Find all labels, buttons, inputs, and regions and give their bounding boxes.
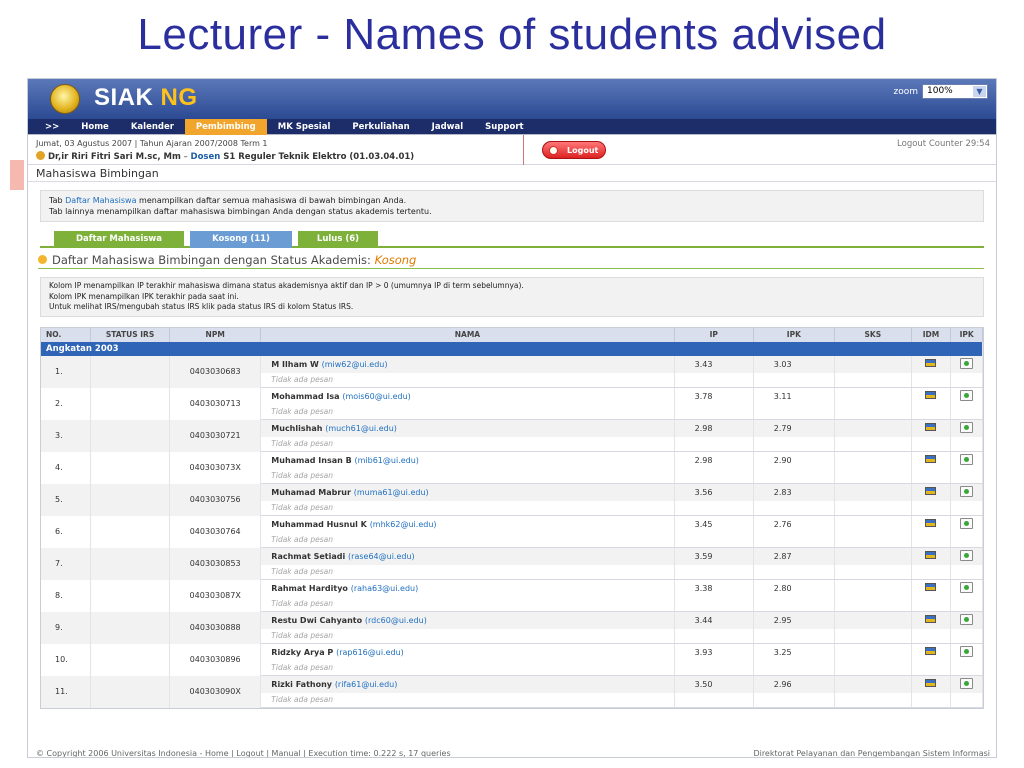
sks-cell: [834, 388, 911, 405]
status-irs-cell[interactable]: [91, 388, 170, 420]
idm-cell: [911, 452, 951, 469]
ipk-cell: 2.80: [753, 580, 834, 597]
idm-card-icon[interactable]: [925, 519, 936, 527]
ipk-cell: 3.11: [753, 388, 834, 405]
status-irs-cell[interactable]: [91, 484, 170, 516]
message-cell: Tidak ada pesan: [261, 373, 674, 388]
ipk-view-cell: [951, 612, 983, 629]
ip-cell: 3.45: [674, 516, 753, 533]
npm-cell: 0403030888: [170, 612, 261, 644]
ip-cell: 3.38: [674, 580, 753, 597]
student-name-cell: [261, 452, 674, 469]
message-cell: Tidak ada pesan: [261, 565, 674, 580]
sks-cell: [834, 484, 911, 501]
idm-card-icon[interactable]: [925, 647, 936, 655]
app-header: [28, 79, 996, 119]
status-irs-cell[interactable]: [91, 676, 170, 708]
student-name: Restu Dwi Cahyanto: [271, 615, 363, 625]
table-row: [41, 516, 983, 533]
student-name: Muhammad Husnul K: [271, 519, 367, 529]
idm-cell: [911, 548, 951, 565]
npm-cell: 040303090X: [170, 676, 261, 708]
student-email-link[interactable]: (rase64@ui.edu): [348, 551, 415, 561]
sks-cell: [834, 580, 911, 597]
message-cell: Tidak ada pesan: [261, 661, 674, 676]
npm-cell: 0403030683: [170, 356, 261, 388]
student-name-cell: [261, 612, 674, 629]
nav-item-home[interactable]: Home: [81, 121, 109, 132]
sks-cell: [834, 516, 911, 533]
ipk-cell: 2.96: [753, 676, 834, 693]
message-cell: Tidak ada pesan: [261, 693, 674, 708]
ipk-view-cell: [951, 484, 983, 501]
idm-card-icon[interactable]: [925, 359, 936, 367]
student-email-link[interactable]: (mois60@ui.edu): [342, 391, 411, 401]
logout-button[interactable]: Logout: [542, 141, 606, 159]
group-label: Angkatan 2003: [41, 342, 983, 356]
ip-cell: 3.56: [674, 484, 753, 501]
row-no: 8.: [41, 580, 91, 612]
nav-item-jadwal[interactable]: Jadwal: [431, 121, 464, 132]
student-name: Mohammad Isa: [271, 391, 340, 401]
ipk-view-icon[interactable]: [960, 454, 973, 465]
idm-cell: [911, 516, 951, 533]
tab-daftar-mahasiswa[interactable]: Daftar Mahasiswa: [54, 231, 184, 248]
col-idm: IDM: [911, 328, 951, 342]
student-name: Muhamad Mabrur: [271, 487, 351, 497]
footer-copyright: © Copyright 2006 Universitas Indonesia - Home | Logout | Manual | Execution time: 0.222 s, 17 queries: [36, 749, 451, 758]
message-cell: Tidak ada pesan: [261, 533, 674, 548]
col-ip: IP: [674, 328, 753, 342]
idm-cell: [911, 612, 951, 629]
student-name: Muchlishah: [271, 423, 323, 433]
ipk-view-icon[interactable]: [960, 678, 973, 689]
zoom-value: 100%: [927, 86, 953, 96]
student-name-cell: [261, 356, 674, 373]
table-row: [41, 548, 983, 565]
user-line: Dr,ir Riri Fitri Sari M.sc, Mm – Dosen S1 Reguler Teknik Elektro (01.03.04.01): [36, 151, 414, 162]
ipk-cell: 2.83: [753, 484, 834, 501]
idm-card-icon[interactable]: [925, 455, 936, 463]
ipk-view-icon[interactable]: [960, 582, 973, 593]
table-row: [41, 676, 983, 693]
ip-cell: 2.98: [674, 452, 753, 469]
ipk-cell: 2.95: [753, 612, 834, 629]
ipk-view-icon[interactable]: [960, 614, 973, 625]
status-irs-cell[interactable]: [91, 516, 170, 548]
ipk-view-cell: [951, 676, 983, 693]
message-cell: Tidak ada pesan: [261, 501, 674, 516]
row-no: 2.: [41, 388, 91, 420]
student-email-link[interactable]: (much61@ui.edu): [325, 423, 397, 433]
col-ipk-icon: IPK: [951, 328, 983, 342]
table-row: [41, 356, 983, 373]
ip-cell: 3.44: [674, 612, 753, 629]
status-irs-cell[interactable]: [91, 356, 170, 388]
ipk-cell: 3.25: [753, 644, 834, 661]
nav-item-perkuliahan[interactable]: Perkuliahan: [352, 121, 410, 132]
zoom-label: zoom: [893, 87, 918, 97]
ip-cell: 3.43: [674, 356, 753, 373]
npm-cell: 0403030756: [170, 484, 261, 516]
student-name: Rachmat Setiadi: [271, 551, 346, 561]
ipk-view-cell: [951, 516, 983, 533]
nav-item-support[interactable]: Support: [485, 121, 524, 132]
table-row: [41, 484, 983, 501]
student-name-cell: [261, 548, 674, 565]
table-row: [41, 580, 983, 597]
idm-cell: [911, 420, 951, 437]
ipk-view-cell: [951, 388, 983, 405]
user-program: S1 Reguler Teknik Elektro (01.03.04.01): [220, 152, 415, 162]
message-cell: Tidak ada pesan: [261, 405, 674, 420]
student-email-link[interactable]: (rap616@ui.edu): [336, 647, 404, 657]
status-irs-cell[interactable]: [91, 644, 170, 676]
idm-cell: [911, 388, 951, 405]
idm-card-icon[interactable]: [925, 551, 936, 559]
column-info-note: Kolom IP menampilkan IP terakhir mahasiswa dimana status akademisnya aktif dan IP > 0 (umumnya IP di term sebelumnya). Kolom IPK menampilkan IPK terakhir pada saat ini. Untuk melihat IRS/mengubah status IRS klik pada status IRS di kolom Status IRS.: [40, 277, 984, 317]
group-row: [41, 342, 983, 356]
info-divider: [523, 135, 524, 165]
students-table: [40, 327, 984, 710]
table-row: [41, 420, 983, 437]
row-no: 10.: [41, 644, 91, 676]
ipk-view-cell: [951, 580, 983, 597]
logout-icon: [549, 146, 558, 155]
user-icon: [36, 151, 45, 160]
section-bullet-icon: [38, 255, 47, 264]
idm-card-icon[interactable]: [925, 423, 936, 431]
status-irs-cell[interactable]: [91, 580, 170, 612]
sks-cell: [834, 612, 911, 629]
col-ipk: IPK: [753, 328, 834, 342]
chevron-down-icon[interactable]: ▼: [973, 86, 986, 97]
col-nama: NAMA: [261, 328, 674, 342]
idm-card-icon[interactable]: [925, 679, 936, 687]
sks-cell: [834, 420, 911, 437]
ipk-view-icon[interactable]: [960, 486, 973, 497]
browser-frame: [27, 78, 997, 758]
status-irs-cell[interactable]: [91, 548, 170, 580]
table-header-row: [41, 328, 983, 342]
student-name: Muhamad Insan B: [271, 455, 352, 465]
ipk-view-cell: [951, 356, 983, 373]
status-irs-cell[interactable]: [91, 452, 170, 484]
row-no: 3.: [41, 420, 91, 452]
sks-cell: [834, 356, 911, 373]
idm-card-icon[interactable]: [925, 615, 936, 623]
nav-prefix: >>: [45, 121, 60, 132]
nav-item-kalender[interactable]: Kalender: [130, 121, 174, 132]
student-name: Ridzky Arya P: [271, 647, 334, 657]
row-no: 4.: [41, 452, 91, 484]
user-info-bar: [28, 135, 996, 165]
idm-cell: [911, 644, 951, 661]
row-no: 5.: [41, 484, 91, 516]
status-irs-cell[interactable]: [91, 420, 170, 452]
student-name-cell: [261, 484, 674, 501]
row-no: 6.: [41, 516, 91, 548]
npm-cell: 0403030896: [170, 644, 261, 676]
date-term-text: Jumat, 03 Agustus 2007 | Tahun Ajaran 2007/2008 Term 1: [36, 139, 268, 148]
ipk-view-cell: [951, 548, 983, 565]
status-value: Kosong: [374, 253, 417, 267]
npm-cell: 040303087X: [170, 580, 261, 612]
ipk-cell: 2.87: [753, 548, 834, 565]
decorative-bar: [10, 160, 24, 190]
col-npm: NPM: [170, 328, 261, 342]
student-email-link[interactable]: (rdc60@ui.edu): [364, 615, 427, 625]
row-no: 11.: [41, 676, 91, 708]
student-email-link[interactable]: (miw62@ui.edu): [321, 359, 388, 369]
student-name-cell: [261, 644, 674, 661]
student-name: M Ilham W: [271, 359, 319, 369]
table-row: [41, 452, 983, 469]
ip-cell: 2.98: [674, 420, 753, 437]
idm-card-icon[interactable]: [925, 583, 936, 591]
status-tabs: [40, 231, 984, 248]
ip-cell: 3.50: [674, 676, 753, 693]
student-email-link[interactable]: (muma61@ui.edu): [353, 487, 429, 497]
sks-cell: [834, 548, 911, 565]
app-logo[interactable]: SIAK NG: [94, 84, 198, 111]
student-email-link[interactable]: (raha63@ui.edu): [350, 583, 419, 593]
student-name-cell: [261, 420, 674, 437]
message-cell: Tidak ada pesan: [261, 629, 674, 644]
idm-card-icon[interactable]: [925, 391, 936, 399]
student-email-link[interactable]: (mhk62@ui.edu): [369, 519, 437, 529]
npm-cell: 0403030713: [170, 388, 261, 420]
ipk-view-icon[interactable]: [960, 422, 973, 433]
user-name: Dr,ir Riri Fitri Sari M.sc, Mm: [48, 152, 181, 162]
ipk-cell: 2.90: [753, 452, 834, 469]
main-nav: [28, 119, 996, 135]
table-row: [41, 612, 983, 629]
message-cell: Tidak ada pesan: [261, 469, 674, 484]
status-irs-cell[interactable]: [91, 612, 170, 644]
student-email-link[interactable]: (rifa61@ui.edu): [334, 679, 398, 689]
logout-counter: Logout Counter 29:54: [897, 139, 990, 149]
student-email-link[interactable]: (mib61@ui.edu): [354, 455, 419, 465]
student-name-cell: [261, 580, 674, 597]
message-cell: Tidak ada pesan: [261, 437, 674, 452]
university-seal-icon: [50, 84, 80, 114]
page-title: Mahasiswa Bimbingan: [28, 165, 996, 182]
ipk-view-icon[interactable]: [960, 518, 973, 529]
daftar-mahasiswa-link[interactable]: Daftar Mahasiswa: [65, 196, 137, 205]
col-status-irs: STATUS IRS: [91, 328, 170, 342]
idm-cell: [911, 356, 951, 373]
npm-cell: 0403030853: [170, 548, 261, 580]
ipk-cell: 2.76: [753, 516, 834, 533]
tab-kosong[interactable]: Kosong (11): [190, 231, 292, 248]
ipk-view-icon[interactable]: [960, 646, 973, 657]
nav-item-mk-spesial[interactable]: MK Spesial: [277, 121, 331, 132]
col-sks: SKS: [834, 328, 911, 342]
slide-title: Lecturer - Names of students advised: [137, 10, 887, 59]
footer-directorate: Direktorat Pelayanan dan Pengembangan Sistem Informasi: [753, 749, 990, 758]
zoom-select[interactable]: [922, 84, 988, 99]
idm-card-icon[interactable]: [925, 487, 936, 495]
student-name-cell: [261, 516, 674, 533]
ipk-view-icon[interactable]: [960, 390, 973, 401]
nav-item-pembimbing[interactable]: Pembimbing: [185, 119, 267, 135]
idm-cell: [911, 580, 951, 597]
row-no: 1.: [41, 356, 91, 388]
ipk-view-cell: [951, 452, 983, 469]
npm-cell: 0403030764: [170, 516, 261, 548]
tab-info-note: Tab Daftar Mahasiswa menampilkan daftar semua mahasiswa di bawah bimbingan Anda. Tab lainnya menampilkan daftar mahasiswa bimbingan Anda dengan status akademis tertentu.: [40, 190, 984, 222]
message-cell: Tidak ada pesan: [261, 597, 674, 612]
ipk-cell: 3.03: [753, 356, 834, 373]
ipk-view-icon[interactable]: [960, 358, 973, 369]
table-row: [41, 388, 983, 405]
sks-cell: [834, 676, 911, 693]
ip-cell: 3.59: [674, 548, 753, 565]
idm-cell: [911, 676, 951, 693]
student-name: Rizki Fathony: [271, 679, 333, 689]
npm-cell: 0403030721: [170, 420, 261, 452]
student-name-cell: [261, 388, 674, 405]
idm-cell: [911, 484, 951, 501]
ipk-view-cell: [951, 420, 983, 437]
user-role: Dosen: [190, 152, 221, 162]
ip-cell: 3.78: [674, 388, 753, 405]
student-name-cell: [261, 676, 674, 693]
sks-cell: [834, 644, 911, 661]
row-no: 9.: [41, 612, 91, 644]
ipk-view-icon[interactable]: [960, 550, 973, 561]
tab-lulus[interactable]: Lulus (6): [298, 231, 378, 248]
row-no: 7.: [41, 548, 91, 580]
col-no: NO.: [41, 328, 91, 342]
npm-cell: 040303073X: [170, 452, 261, 484]
section-heading: Daftar Mahasiswa Bimbingan dengan Status Akademis: Kosong: [38, 252, 984, 269]
sks-cell: [834, 452, 911, 469]
ipk-view-cell: [951, 644, 983, 661]
ipk-cell: 2.79: [753, 420, 834, 437]
student-name: Rahmat Hardityo: [271, 583, 348, 593]
table-row: [41, 644, 983, 661]
ip-cell: 3.93: [674, 644, 753, 661]
